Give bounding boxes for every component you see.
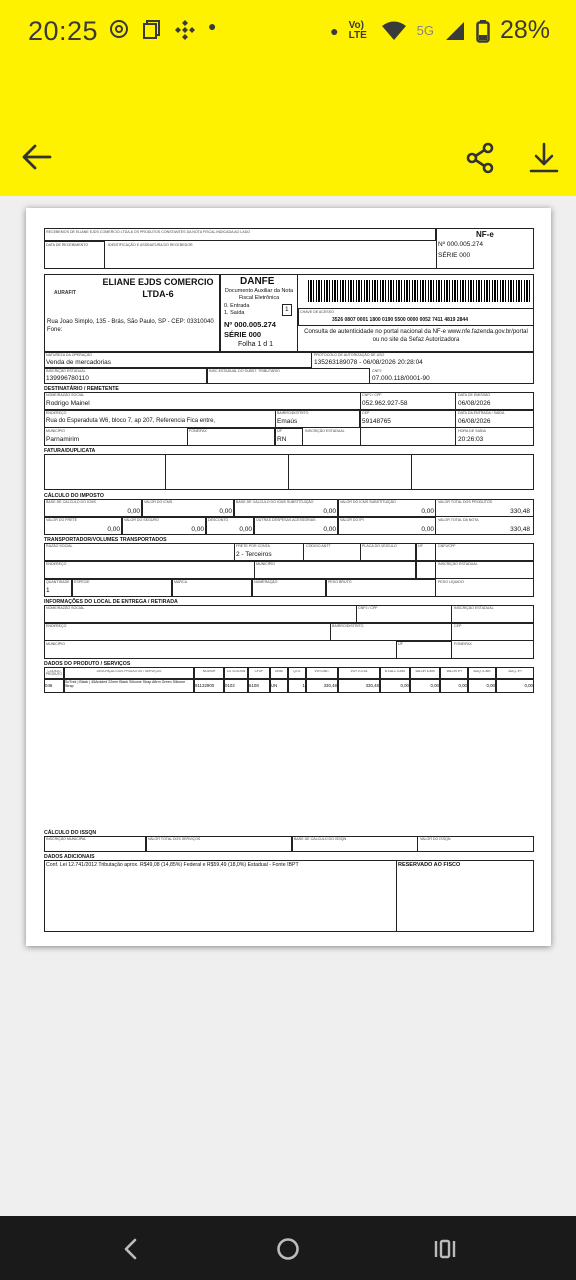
prod-header-label: CÓDIGO PRODUTO [46,670,62,677]
battery-level: 28% [499,16,550,44]
frete-por-label: FRETE POR CONTA [236,544,270,548]
prod-data-value: UN [271,683,278,688]
dest-cep: 59148765 [362,418,391,425]
network-type: 5G [416,23,434,38]
more-notifications-dot: ● [208,18,217,34]
fatura-col1 [44,454,166,490]
binance-icon [174,18,196,40]
dest-bairro: Emaús [277,418,298,425]
document-viewer[interactable] [0,196,576,1216]
ent-mun-label: MUNICÍPIO [46,642,65,646]
prod-data-value: 330,48 [323,683,337,688]
seguro: 0,00 [191,526,204,533]
v-icms: 0,00 [219,508,232,515]
dest-bairro-label: BAIRRO/DISTRITO [277,411,309,415]
danfe-sub: Documento Auxiliar da Nota Fiscal Eletrônica [224,288,294,301]
natureza: Venda de mercadorias [46,359,112,366]
dest-hora-label: HORA DE SAÍDA [458,429,486,433]
pdf-page[interactable] [26,208,551,946]
prod-data-value: 91132900 [195,683,215,688]
danfe-title: DANFE [240,276,275,287]
ie-st-label: INSC.ESTADUAL DO SUBST. TRIBUTÁRIO [209,369,280,373]
bc-st: 0,00 [323,508,336,515]
issqn-section: CÁLCULO DO ISSQN [44,830,97,836]
protocolo-label: PROTOCOLO DE AUTORIZAÇÃO DE USO [314,353,385,357]
ipi-label: VALOR DO IPI [340,518,364,522]
ent-bairro-label: BAIRRO/DISTRITO [332,624,364,628]
antt-label: CÓDIGO ANTT [306,544,331,548]
dest-uf-label: UF [277,429,282,433]
dest-section: DESTINATÁRIO / REMETENTE [44,386,119,392]
cnpj: 07.000.118/0001-90 [372,375,430,382]
prod-data-value: 330,48 [365,683,379,688]
prod-header-label: DESCRIÇÃO DOS PRODUTOS / SERVIÇOS [96,670,162,673]
ent-fone-label: FONE/FAX [454,642,472,646]
status-bar [0,0,576,66]
transp-uf-box [416,543,436,579]
status-time: 20:25 [28,16,99,46]
entrega-section: INFORMAÇÕES DO LOCAL DE ENTREGA / RETIRADA [44,599,178,605]
openai-icon [108,18,130,40]
dest-emissao-label: DATA DE EMISSÃO [458,393,491,397]
dest-cpf: 052.962.927-58 [362,400,408,407]
frete-por: 2 - Terceiros [236,551,272,558]
battery-icon [476,19,490,43]
dest-mun-label: MUNICÍPIO [46,429,65,433]
fisco-label: RESERVADO AO FISCO [398,862,461,868]
transp-name-label: RAZÃO SOCIAL [46,544,73,548]
entrada: 0. Entrada [224,303,250,309]
ent-cnpj-label: CNPJ / CPF [358,606,378,610]
qtd: 1 [46,587,50,594]
seguro-label: VALOR DO SEGURO [124,518,159,522]
fatura-col3 [289,454,412,490]
prod-header-label: VLR.UNIT. [314,670,330,673]
natureza-label: NATUREZA DA OPERAÇÃO [46,353,93,357]
issuer-logo: AURAFIT [54,290,76,296]
issqn-vs-label: VALOR TOTAL DOS SERVIÇOS [148,837,201,841]
issuer-address: Rua Joao Simplo, 135 - Brás, São Paulo, SP - CEP: 03310040 Fone: [47,319,214,333]
frete-label: VALOR DO FRETE [46,518,78,522]
dest-ie-label: INSCRIÇÃO ESTADUAL [305,429,345,433]
v-st: 0,00 [421,508,434,515]
cnpj-t-label: CNPJ/CPF [438,544,456,548]
adic-text: Conf. Lei 12.741/2012 Tributação aprox. R$49,08 (14,85%) Federal e R$59,49 (18,0%) Estadual - Fonte IBPT [46,862,299,868]
fisco-box [396,860,534,932]
signal-icon [444,20,466,42]
dest-mun: Parnamirim [46,436,80,443]
mun-t-label: MUNICÍPIO [256,562,275,566]
v-nota: 330,48 [510,526,530,533]
receipt-date-label: DATA DE RECEBIMENTO [46,243,89,247]
fatura-col2 [166,454,289,490]
numeracao-label: NUMERAÇÃO [254,580,278,584]
prod-header-label: QTD. [293,670,301,673]
prod-header-label: VALOR IPI [446,670,462,673]
v-prod: 330,48 [510,508,530,515]
dest-name: Rodrigo Mainel [46,400,90,407]
tipo: 1 [285,306,289,313]
arrow-left-icon[interactable] [20,140,54,174]
issuer-name: ELIANE EJDS COMERCIO LTDA-6 [102,277,214,299]
share-icon[interactable] [464,142,496,174]
dest-end-label: ENDEREÇO [46,411,67,415]
outras-label: OUTRAS DESPESAS ACESSÓRIAS [256,518,316,522]
prod-header-label: VALOR ICMS [415,670,435,673]
especie-label: ESPÉCIE [74,580,90,584]
prod-data-value: 0,00 [524,683,533,688]
pliquido-label: PESO LÍQUIDO [438,580,464,584]
prod-header-label: CFOP [254,670,264,673]
prod-header-label: CST/CSOSN [226,670,246,673]
dest-saida: 06/08/2026 [458,418,491,425]
chave-label: CHAVE DE ACESSO [300,310,334,314]
prod-data-value: 046 [45,683,53,688]
notification-icons [108,18,216,40]
receipt-header: RECEBEMOS DE ELIANE EJDS COMERCIO LTDA-6 OS PRODUTOS CONSTANTES DA NOTA FISCAL INDICADA AO LADO [46,230,251,234]
navigation-bar [0,1216,576,1280]
ent-end-label: ENDEREÇO [46,624,67,628]
ent-uf-box [396,641,452,659]
consulta: Consulta de autenticidade no portal nacional da NF-e www.nfe.fazenda.gov.br/portal ou no site da Sefaz Autorizadora [304,329,528,343]
ie-label: INSCRIÇÃO ESTADUAL [46,369,86,373]
placa-label: PLACA DO VEÍCULO [362,544,397,548]
prod-header-label: B.CÁLC ICMS [384,670,406,673]
app-bar [0,66,576,196]
bc-icms: 0,00 [127,508,140,515]
issqn-bc-label: BASE DE CÁLCULO DO ISSQN [294,837,347,841]
prod-header-label: ALÍQ. ICMS [473,670,491,673]
protocolo: 135263189078 - 06/08/2026 20:28:04 [314,359,423,366]
adic-section: DADOS ADICIONAIS [44,854,95,860]
qtd-label: QUANTIDADE [46,580,70,584]
dest-hora: 20:26:03 [458,436,484,443]
barcode [308,280,530,302]
imposto-section: CÁLCULO DO IMPOSTO [44,493,104,499]
nav-back-icon[interactable] [118,1236,144,1262]
transp-section: TRANSPORTADOR/VOLUMES TRANSPORTADOS [44,537,167,543]
danfe-serie: SÉRIE 000 [224,330,262,339]
ipi: 0,00 [421,526,434,533]
prod-header-label: NCM/SH [202,670,216,673]
outras: 0,00 [323,526,336,533]
dest-uf: RN [277,436,287,443]
desconto: 0,00 [239,526,252,533]
v-nota-label: VALOR TOTAL DA NOTA [438,518,479,522]
prod-data-value: 6108 [249,683,259,688]
transp-uf-label: UF [418,544,423,548]
danfe-folha: Folha 1 d 1 [238,341,274,348]
bc-st-label: BASE DE CÁLCULO DO ICMS SUBSTITUIÇÃO [236,500,314,504]
frete: 0,00 [107,526,120,533]
dest-cep-label: CEP [362,411,370,415]
saida: 1. Saída [224,310,245,316]
v-st-label: VALOR DO ICMS SUBSTITUIÇÃO [340,500,396,504]
prod-data-value: 0,00 [430,683,439,688]
prod-data-value: 0,00 [400,683,409,688]
issqn-v-label: VALOR DO ISSQN [420,837,451,841]
status-dot-icon: ● [330,22,339,39]
dest-emissao: 06/08/2026 [458,400,491,407]
danfe-number: Nº 000.005.274 [224,320,276,329]
download-icon[interactable] [528,142,560,174]
transp-mun-box [254,561,416,579]
prod-data-value: 1 [302,683,305,688]
dest-saida-label: DATA DA ENTRADA / SAÍDA [458,411,505,415]
desconto-label: DESCONTO [208,518,229,522]
ent-cep-label: CEP [454,624,462,628]
prod-header-label: VLR.TOTAL [350,670,368,673]
ie: 139996780110 [46,375,89,382]
marca-label: MARCA [174,580,187,584]
bc-icms-label: BASE DE CÁLCULO DO ICMS [46,500,96,504]
prod-data-value: 0,00 [486,683,495,688]
copy-icon [142,18,162,40]
dest-end: Rua do Esperaduta W6, bloco 7, ap 207, Referencia Fica entre, [46,418,216,424]
produtos-section: DADOS DO PRODUTO / SERVIÇOS [44,661,131,667]
ent-uf-label: UF [398,642,403,646]
nfe-label: NF-e [476,230,494,239]
nav-recents-icon[interactable] [432,1236,458,1262]
dest-fone-label: FONE/FAX [189,429,207,433]
nav-home-icon[interactable] [275,1236,301,1262]
v-icms-label: VALOR DO ICMS [144,500,173,504]
prod-header-label: UNID [275,670,283,673]
dest-cpf-label: CNPJ / CPF [362,393,382,397]
nfe-serie: SÉRIE 000 [438,252,471,259]
fatura-section: FATURA/DUPLICATA [44,448,96,454]
v-prod-label: VALOR TOTAL DOS PRODUTOS [438,500,493,504]
chave: 3526 0807 0001 1800 0190 5500 0000 0052 7411 4819 2844 [332,317,468,323]
issqn-im-label: INSCRIÇÃO MUNICIPAL [46,837,87,841]
prod-header-label: ALÍQ. IPI [508,670,522,673]
wifi-icon [381,20,407,42]
ie-t-label: INSCRIÇÃO ESTADUAL [438,562,478,566]
cnpj-label: CNPJ [372,369,382,373]
volte-icon: Vo) LTE [348,19,367,41]
ent-ie-label: INSCRIÇÃO ESTADUAL [454,606,494,610]
nfe-number: Nº 000.005.274 [438,241,484,248]
end-t-label: ENDEREÇO [46,562,67,566]
ent-nome-label: NOME/RAZÃO SOCIAL [46,606,85,610]
prod-data-value: 0102 [225,683,235,688]
prod-data-value: 0,00 [458,683,467,688]
status-right [330,16,550,45]
pbruto-label: PESO BRUTO [328,580,352,584]
prod-data-value: SoTrek | Black | 45Amided 22mm Black Silicone Strap Aftrm Green Silicone Strap [65,680,186,688]
receipt-sign-label: IDENTIFICAÇÃO E ASSINATURA DO RECEBEDOR [108,243,193,247]
dest-name-label: NOME/RAZÃO SOCIAL [46,393,85,397]
